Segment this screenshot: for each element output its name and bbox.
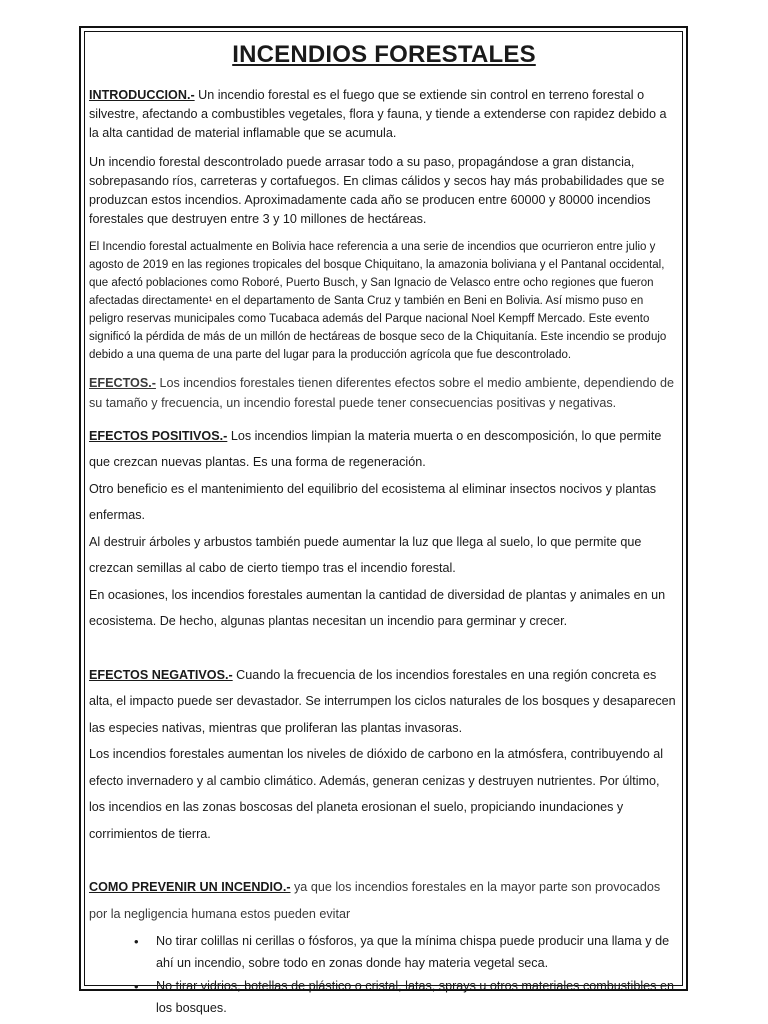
intro-heading: INTRODUCCION.- (89, 88, 195, 102)
intro-paragraph (89, 86, 679, 144)
bullet-icon: • (134, 934, 139, 950)
intro-text: Un incendio forestal es el fuego que se extiende sin control en terreno forestal o silvestre, afectando a combustibles vegetales, flora y fauna, y tiende a extenderse con rapidez debido a la alta cantidad de material inflamable que se acumula. (89, 88, 667, 141)
document-body (89, 38, 679, 1021)
document-title: INCENDIOS FORESTALES (232, 41, 536, 68)
efectos-paragraph (89, 374, 679, 412)
positivos-paragraph (89, 423, 679, 476)
list-item (134, 931, 679, 974)
prevenir-heading: COMO PREVENIR UN INCENDIO.- (89, 880, 291, 895)
positivos-heading: EFECTOS POSITIVOS.- (89, 428, 228, 443)
prevenir-text: ya que los incendios forestales en la mayor parte son provocados por la negligencia humana estos pueden evitar (89, 880, 661, 921)
prevention-list (89, 931, 679, 1019)
list-item (134, 976, 679, 1019)
prevenir-paragraph (89, 874, 679, 927)
negativos-paragraph-2: Los incendios forestales aumentan los niveles de dióxido de carbono en la atmósfera, contribuyendo al efecto invernadero y al cambio climático. Además, generan cenizas y destruyen nutrientes. Por último, los incendios en las zonas boscosas del planeta erosionan el suelo, propiciando inundaciones y corrimientos de tierra. (89, 747, 664, 841)
negativos-text: Cuando la frecuencia de los incendios forestales en una región concreta es alta, el impacto puede ser devastador. Se interrumpen los ciclos naturales de los bosques y desaparecen las especies nativas, mientras que proliferan las plantas invasoras. (89, 667, 676, 735)
positivos-paragraph-2: Otro beneficio es el mantenimiento del equilibrio del ecosistema al eliminar insectos nocivos y plantas enfermas. (89, 481, 657, 523)
bullet-icon: • (134, 979, 139, 995)
negativos-paragraph (89, 662, 679, 742)
efectos-text: Los incendios forestales tienen diferentes efectos sobre el medio ambiente, dependiendo de su tamaño y frecuencia, un incendio forestal puede tener consecuencias positivas y negativas. (89, 376, 675, 410)
list-item-text: No tirar colillas ni cerillas o fósforos, ya que la mínima chispa puede producir una llama y de ahí un incendio, sobre todo en zonas donde hay materia vegetal seca. (156, 934, 670, 970)
list-item-text: No tirar vidrios, botellas de plástico o cristal, latas, sprays u otros materiales combustibles en los bosques. (156, 979, 674, 1015)
efectos-heading: EFECTOS.- (89, 376, 156, 391)
positivos-paragraph-4: En ocasiones, los incendios forestales aumentan la cantidad de diversidad de plantas y animales en un ecosistema. De hecho, algunas plantas necesitan un incendio para germinar y crecer. (89, 587, 666, 629)
intro-paragraph-3: El Incendio forestal actualmente en Bolivia hace referencia a una serie de incendios que ocurrieron entre julio y agosto de 2019 en las regiones tropicales del bosque Chiquitano, la amazonia boliviana y el Pantanal occidental, que afectó poblaciones como Roboré, Puerto Busch, y San Ignacio de Velasco entre ocho regiones que fueron afectadas directamente¹ en el departamento de Santa Cruz y también en Beni en Bolivia. Así mismo puso en peligro reservas municipales como Tucabaca además del Parque nacional Noel Kempff Mercado. Este evento significó la pérdida de más de un millón de hectáreas de bosque seco de la Chiquitanía. Este incendio se produjo debido a una quema de una parte del lugar para la producción agrícola que fue descontrolado. (89, 241, 667, 362)
positivos-paragraph-3: Al destruir árboles y arbustos también puede aumentar la luz que llega al suelo, lo que permite que crezcan semillas al cabo de cierto tiempo tras el incendio forestal. (89, 534, 642, 576)
negativos-heading: EFECTOS NEGATIVOS.- (89, 667, 233, 682)
positivos-text: Los incendios limpian la materia muerta o en descomposición, lo que permite que crezcan nuevas plantas. Es una forma de regeneración. (89, 428, 662, 470)
intro-paragraph-2: Un incendio forestal descontrolado puede arrasar todo a su paso, propagándose a gran distancia, sobrepasando ríos, carreteras y cortafuegos. En climas cálidos y secos hay más probabilidades que se produzcan estos incendios. Aproximadamente cada año se producen entre 60000 y 80000 incendios forestales que destruyen entre 3 y 10 millones de hectáreas. (89, 154, 665, 227)
